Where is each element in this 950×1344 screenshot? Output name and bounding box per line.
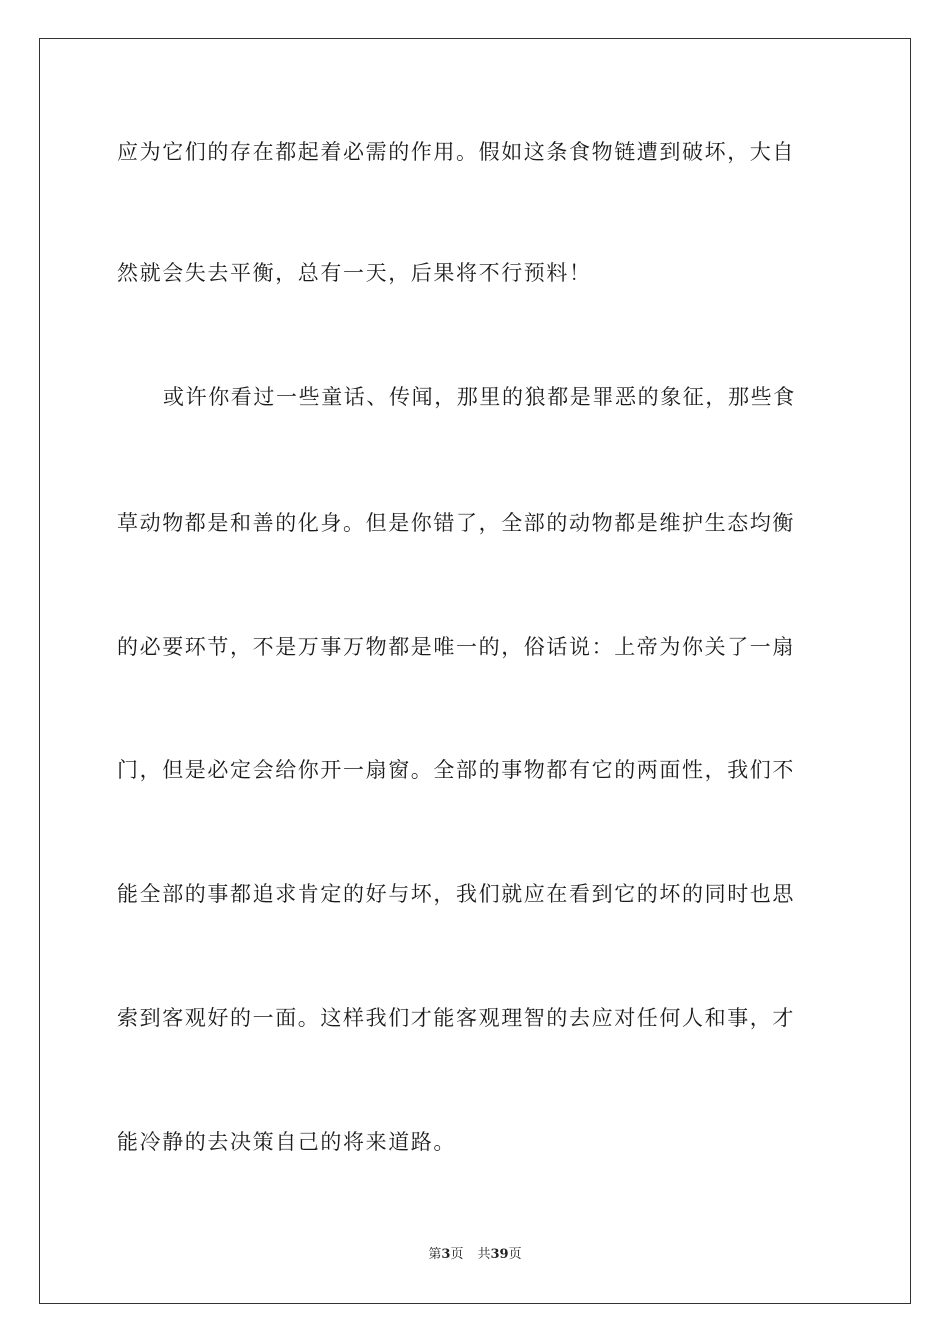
page-number: 3: [441, 1247, 451, 1262]
body-text-line-9: 能冷静的去决策自己的将来道路。: [117, 1130, 456, 1154]
body-text-line-5: 的必要环节，不是万事万物都是唯一的，俗话说：上帝为你关了一扇: [117, 635, 795, 659]
body-text-line-3: 或许你看过一些童话、传闻，那里的狼都是罪恶的象征，那些食: [163, 385, 796, 409]
page-border: [39, 38, 911, 1304]
body-text-line-6: 门，但是必定会给你开一扇窗。全部的事物都有它的两面性，我们不: [117, 758, 795, 782]
body-text-line-2: 然就会失去平衡，总有一天，后果将不行预料！: [117, 261, 592, 285]
body-text-line-4: 草动物都是和善的化身。但是你错了，全部的动物都是维护生态均衡: [117, 511, 795, 535]
body-text-line-1: 应为它们的存在都起着必需的作用。假如这条食物链遭到破坏，大自: [117, 140, 795, 164]
body-text-line-7: 能全部的事都追求肯定的好与坏，我们就应在看到它的坏的同时也思: [117, 882, 795, 906]
body-text-line-8: 索到客观好的一面。这样我们才能客观理智的去应对任何人和事，才: [117, 1006, 795, 1030]
total-pages: 39: [490, 1247, 509, 1262]
page-suffix: 页: [450, 1247, 464, 1262]
total-suffix: 页: [508, 1247, 522, 1262]
page-footer: [0, 1246, 950, 1264]
total-prefix: 共: [477, 1247, 491, 1262]
page-prefix: 第: [428, 1247, 442, 1262]
